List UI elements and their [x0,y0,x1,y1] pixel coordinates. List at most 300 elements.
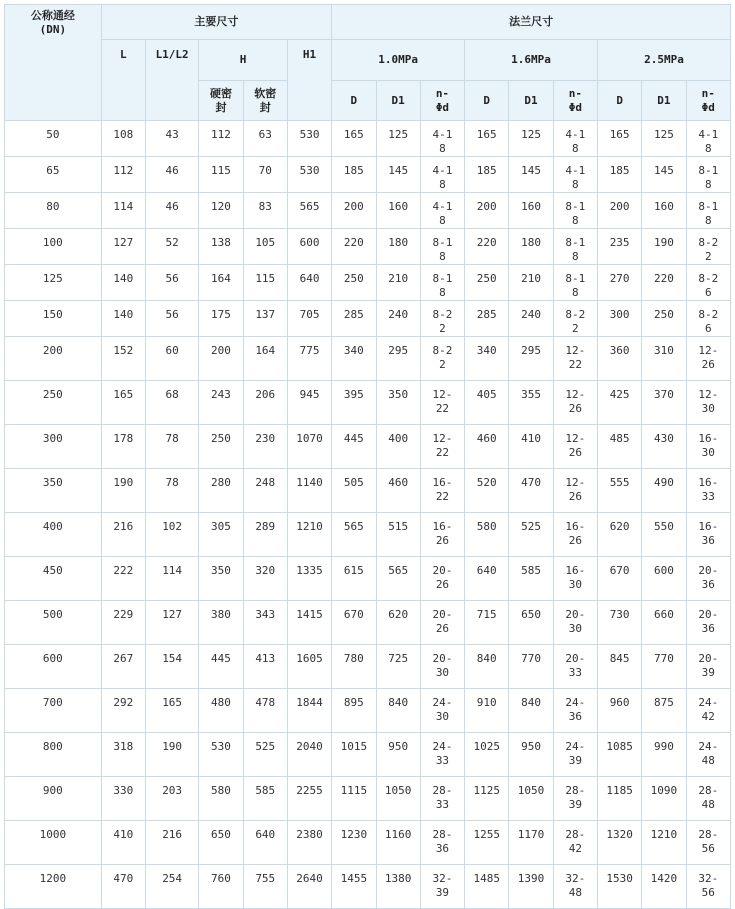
cell-n-16 [553,265,597,301]
cell-d1-16: 1170 [509,821,553,865]
cell-h1: 530 [287,157,331,193]
cell-l12: 60 [145,337,198,381]
cell-dn: 250 [5,381,102,425]
cell-d1-25: 600 [642,557,686,601]
cell-n-10 [420,733,464,777]
bolt-spec-text: 28-42 [565,828,586,855]
cell-d-25: 1085 [597,733,641,777]
bolt-spec-text: 8-18 [565,272,586,299]
table-header [5,5,731,121]
cell-dn: 700 [5,689,102,733]
cell-d-16: 340 [465,337,509,381]
cell-hs: 640 [243,821,287,865]
cell-hs: 70 [243,157,287,193]
table-row [5,265,731,301]
cell-h1: 565 [287,193,331,229]
bolt-spec-text: 8-18 [432,272,453,299]
cell-d-16: 1125 [465,777,509,821]
cell-d-16: 1485 [465,865,509,909]
cell-d-10: 505 [332,469,376,513]
cell-d-16: 285 [465,301,509,337]
cell-l: 216 [101,513,145,557]
cell-dn: 200 [5,337,102,381]
cell-l12: 127 [145,601,198,645]
cell-hh: 120 [199,193,243,229]
table-row [5,301,731,337]
cell-d-16: 840 [465,645,509,689]
bolt-spec-text: 12-26 [565,432,586,459]
cell-d-25: 235 [597,229,641,265]
table-row [5,337,731,381]
bolt-spec-text: 16-36 [698,520,719,547]
bolt-spec-text: 24-36 [565,696,586,723]
cell-l12: 203 [145,777,198,821]
cell-n-16 [553,193,597,229]
cell-n-10 [420,193,464,229]
table-row [5,821,731,865]
cell-h1: 1605 [287,645,331,689]
bolt-spec-text: 28-39 [565,784,586,811]
cell-d1-16: 410 [509,425,553,469]
cell-d1-25: 190 [642,229,686,265]
cell-l12: 78 [145,425,198,469]
cell-h1: 1335 [287,557,331,601]
cell-dn: 450 [5,557,102,601]
cell-n-16 [553,733,597,777]
cell-d-25: 1185 [597,777,641,821]
bolt-spec-text: 4-18 [565,128,586,155]
bolt-spec-text: 20-36 [698,564,719,591]
cell-hs: 755 [243,865,287,909]
bolt-spec-text: 20-33 [565,652,586,679]
cell-d1-10: 145 [376,157,420,193]
cell-d1-10: 1050 [376,777,420,821]
bolt-spec-text: 12-22 [432,432,453,459]
bolt-spec-text: 8-22 [565,308,586,335]
main-dimensions-header: 主要尺寸 [101,5,332,40]
cell-h1: 945 [287,381,331,425]
cell-d1-16: 240 [509,301,553,337]
cell-n-16 [553,865,597,909]
cell-n-25 [686,121,730,157]
cell-d-25: 360 [597,337,641,381]
cell-l12: 114 [145,557,198,601]
col-D-10-header: D [332,81,376,121]
cell-hs: 525 [243,733,287,777]
cell-hh: 760 [199,865,243,909]
cell-l: 318 [101,733,145,777]
cell-n-25 [686,733,730,777]
cell-d-10: 200 [332,193,376,229]
cell-l: 222 [101,557,145,601]
cell-hs: 585 [243,777,287,821]
bolt-spec-text: 24-30 [432,696,453,723]
cell-hs: 63 [243,121,287,157]
cell-h1: 1844 [287,689,331,733]
col-hard-seal-header: 硬密 封 [199,81,243,121]
cell-l12: 68 [145,381,198,425]
col-L12-header: L1/L2 [145,40,198,121]
bolt-spec-text: 8-26 [698,308,719,335]
cell-h1: 1415 [287,601,331,645]
cell-d1-16: 950 [509,733,553,777]
bolt-spec-text: 12-22 [432,388,453,415]
cell-d-25: 485 [597,425,641,469]
col-L-header: L [101,40,145,121]
cell-l: 165 [101,381,145,425]
bolt-spec-text: 20-36 [698,608,719,635]
cell-d-25: 555 [597,469,641,513]
cell-l12: 102 [145,513,198,557]
cell-l12: 154 [145,645,198,689]
cell-h1: 2040 [287,733,331,777]
table-row [5,777,731,821]
cell-d-25: 845 [597,645,641,689]
cell-d1-10: 295 [376,337,420,381]
col-nphi-16-header: n- Φd [553,81,597,121]
bolt-spec-text: 8-18 [698,164,719,191]
cell-h1: 640 [287,265,331,301]
table-row [5,645,731,689]
cell-hh: 138 [199,229,243,265]
bolt-spec-text: 4-18 [565,164,586,191]
cell-d1-25: 490 [642,469,686,513]
cell-dn: 350 [5,469,102,513]
cell-hh: 650 [199,821,243,865]
bolt-spec-text: 24-42 [698,696,719,723]
bolt-spec-text: 4-18 [698,128,719,155]
cell-n-10 [420,229,464,265]
cell-dn: 800 [5,733,102,777]
cell-d-10: 615 [332,557,376,601]
cell-hs: 248 [243,469,287,513]
cell-d1-10: 460 [376,469,420,513]
cell-n-25 [686,301,730,337]
col-soft-seal-header: 软密 封 [243,81,287,121]
cell-d-16: 460 [465,425,509,469]
cell-l: 127 [101,229,145,265]
cell-n-10 [420,601,464,645]
cell-n-25 [686,229,730,265]
cell-dn: 900 [5,777,102,821]
cell-d-10: 670 [332,601,376,645]
cell-n-10 [420,865,464,909]
cell-d1-25: 430 [642,425,686,469]
cell-l: 108 [101,121,145,157]
cell-d-10: 185 [332,157,376,193]
cell-d1-16: 1390 [509,865,553,909]
cell-h1: 1210 [287,513,331,557]
cell-l12: 46 [145,193,198,229]
cell-n-16 [553,645,597,689]
cell-d1-16: 770 [509,645,553,689]
bolt-spec-text: 12-26 [698,344,719,371]
cell-d-10: 340 [332,337,376,381]
cell-d-10: 250 [332,265,376,301]
cell-hh: 243 [199,381,243,425]
cell-hh: 580 [199,777,243,821]
cell-h1: 1070 [287,425,331,469]
cell-d1-25: 770 [642,645,686,689]
cell-d-16: 580 [465,513,509,557]
cell-d1-10: 515 [376,513,420,557]
cell-l: 140 [101,265,145,301]
cell-h1: 1140 [287,469,331,513]
pressure-1-0-header: 1.0MPa [332,40,465,81]
cell-l: 140 [101,301,145,337]
cell-hs: 289 [243,513,287,557]
bolt-spec-text: 8-18 [565,236,586,263]
cell-h1: 530 [287,121,331,157]
bolt-spec-text: 8-18 [698,200,719,227]
cell-d1-25: 250 [642,301,686,337]
bolt-spec-text: 20-26 [432,564,453,591]
cell-d1-25: 660 [642,601,686,645]
cell-dn: 1200 [5,865,102,909]
bolt-spec-text: 12-26 [565,388,586,415]
table-row [5,425,731,469]
cell-n-25 [686,469,730,513]
cell-d-25: 425 [597,381,641,425]
cell-l: 267 [101,645,145,689]
cell-d-10: 395 [332,381,376,425]
cell-d-10: 1015 [332,733,376,777]
bolt-spec-text: 20-30 [565,608,586,635]
cell-n-10 [420,513,464,557]
cell-n-16 [553,513,597,557]
cell-n-25 [686,425,730,469]
cell-hs: 230 [243,425,287,469]
cell-dn: 65 [5,157,102,193]
cell-hh: 305 [199,513,243,557]
cell-d1-16: 525 [509,513,553,557]
bolt-spec-text: 20-26 [432,608,453,635]
cell-n-25 [686,777,730,821]
cell-dn: 100 [5,229,102,265]
cell-d1-25: 550 [642,513,686,557]
cell-dn: 500 [5,601,102,645]
pressure-2-5-header: 2.5MPa [597,40,730,81]
cell-d-16: 910 [465,689,509,733]
table-row [5,229,731,265]
cell-n-10 [420,337,464,381]
cell-d-16: 1025 [465,733,509,777]
dn-header: 公称通经 (DN) [5,5,102,121]
col-nphi-10-header: n- Φd [420,81,464,121]
cell-d1-16: 470 [509,469,553,513]
cell-l12: 190 [145,733,198,777]
cell-d1-10: 620 [376,601,420,645]
cell-hh: 530 [199,733,243,777]
cell-n-10 [420,301,464,337]
cell-l12: 56 [145,265,198,301]
cell-d1-16: 160 [509,193,553,229]
cell-n-25 [686,821,730,865]
cell-d1-16: 355 [509,381,553,425]
bolt-spec-text: 12-30 [698,388,719,415]
cell-l12: 46 [145,157,198,193]
cell-d-25: 185 [597,157,641,193]
cell-l12: 216 [145,821,198,865]
cell-hh: 115 [199,157,243,193]
cell-d-16: 405 [465,381,509,425]
col-H1-header: H1 [287,40,331,121]
cell-hs: 115 [243,265,287,301]
cell-d-10: 1230 [332,821,376,865]
cell-n-16 [553,557,597,601]
table-row [5,157,731,193]
cell-d1-10: 725 [376,645,420,689]
cell-hh: 250 [199,425,243,469]
cell-d-10: 565 [332,513,376,557]
cell-n-10 [420,425,464,469]
bolt-spec-text: 28-56 [698,828,719,855]
cell-n-16 [553,157,597,193]
cell-d1-10: 950 [376,733,420,777]
cell-d1-16: 650 [509,601,553,645]
cell-l12: 52 [145,229,198,265]
bolt-spec-text: 24-48 [698,740,719,767]
cell-d-25: 670 [597,557,641,601]
cell-n-25 [686,381,730,425]
cell-n-10 [420,645,464,689]
cell-d1-16: 210 [509,265,553,301]
bolt-spec-text: 16-26 [432,520,453,547]
bolt-spec-text: 16-33 [698,476,719,503]
cell-n-10 [420,557,464,601]
cell-n-16 [553,121,597,157]
col-D1-16-header: D1 [509,81,553,121]
cell-n-16 [553,469,597,513]
bolt-spec-text: 16-30 [565,564,586,591]
cell-hs: 83 [243,193,287,229]
table-row [5,689,731,733]
cell-d1-16: 145 [509,157,553,193]
cell-l12: 43 [145,121,198,157]
cell-d1-25: 1420 [642,865,686,909]
table-row [5,557,731,601]
bolt-spec-text: 28-33 [432,784,453,811]
cell-d-25: 200 [597,193,641,229]
bolt-spec-text: 8-26 [698,272,719,299]
col-D-16-header: D [465,81,509,121]
cell-hh: 480 [199,689,243,733]
cell-d1-10: 1160 [376,821,420,865]
cell-n-16 [553,777,597,821]
bolt-spec-text: 16-30 [698,432,719,459]
cell-dn: 600 [5,645,102,689]
cell-hs: 320 [243,557,287,601]
cell-dn: 150 [5,301,102,337]
cell-d1-25: 370 [642,381,686,425]
bolt-spec-text: 12-22 [565,344,586,371]
cell-dn: 1000 [5,821,102,865]
cell-d1-16: 1050 [509,777,553,821]
cell-n-10 [420,121,464,157]
cell-l: 292 [101,689,145,733]
table-row [5,513,731,557]
pressure-1-6-header: 1.6MPa [465,40,598,81]
cell-h1: 2255 [287,777,331,821]
cell-dn: 80 [5,193,102,229]
cell-d1-25: 310 [642,337,686,381]
cell-d-10: 445 [332,425,376,469]
cell-n-16 [553,301,597,337]
cell-h1: 705 [287,301,331,337]
cell-d1-25: 1210 [642,821,686,865]
cell-d1-16: 180 [509,229,553,265]
cell-d1-10: 180 [376,229,420,265]
cell-n-16 [553,381,597,425]
table-row [5,121,731,157]
bolt-spec-text: 4-18 [432,200,453,227]
cell-d1-10: 1380 [376,865,420,909]
cell-d-10: 780 [332,645,376,689]
cell-n-10 [420,777,464,821]
cell-n-10 [420,689,464,733]
cell-d-10: 285 [332,301,376,337]
cell-hs: 478 [243,689,287,733]
bolt-spec-text: 16-22 [432,476,453,503]
bolt-spec-text: 28-36 [432,828,453,855]
cell-h1: 2380 [287,821,331,865]
cell-l12: 56 [145,301,198,337]
table-row [5,733,731,777]
cell-l: 410 [101,821,145,865]
cell-d-25: 1530 [597,865,641,909]
cell-n-25 [686,513,730,557]
cell-hh: 112 [199,121,243,157]
cell-d-16: 520 [465,469,509,513]
bolt-spec-text: 16-26 [565,520,586,547]
cell-d-25: 300 [597,301,641,337]
cell-hh: 445 [199,645,243,689]
cell-d-10: 1115 [332,777,376,821]
cell-n-10 [420,265,464,301]
cell-l: 112 [101,157,145,193]
cell-n-16 [553,337,597,381]
cell-n-25 [686,557,730,601]
cell-d-25: 620 [597,513,641,557]
cell-d-10: 1455 [332,865,376,909]
cell-n-25 [686,645,730,689]
cell-d1-16: 125 [509,121,553,157]
bolt-spec-text: 8-22 [698,236,719,263]
cell-hh: 380 [199,601,243,645]
cell-n-10 [420,821,464,865]
cell-n-10 [420,469,464,513]
cell-h1: 775 [287,337,331,381]
valve-dimension-table [4,4,731,909]
col-D1-25-header: D1 [642,81,686,121]
cell-d1-25: 125 [642,121,686,157]
bolt-spec-text: 4-18 [432,164,453,191]
cell-d-16: 250 [465,265,509,301]
cell-dn: 50 [5,121,102,157]
cell-d1-16: 585 [509,557,553,601]
cell-d-25: 730 [597,601,641,645]
cell-l12: 78 [145,469,198,513]
bolt-spec-text: 32-56 [698,872,719,899]
table-body [5,121,731,909]
table-row [5,865,731,909]
bolt-spec-text: 8-22 [432,308,453,335]
cell-d1-10: 840 [376,689,420,733]
cell-dn: 300 [5,425,102,469]
cell-l: 190 [101,469,145,513]
cell-n-10 [420,157,464,193]
cell-n-16 [553,229,597,265]
